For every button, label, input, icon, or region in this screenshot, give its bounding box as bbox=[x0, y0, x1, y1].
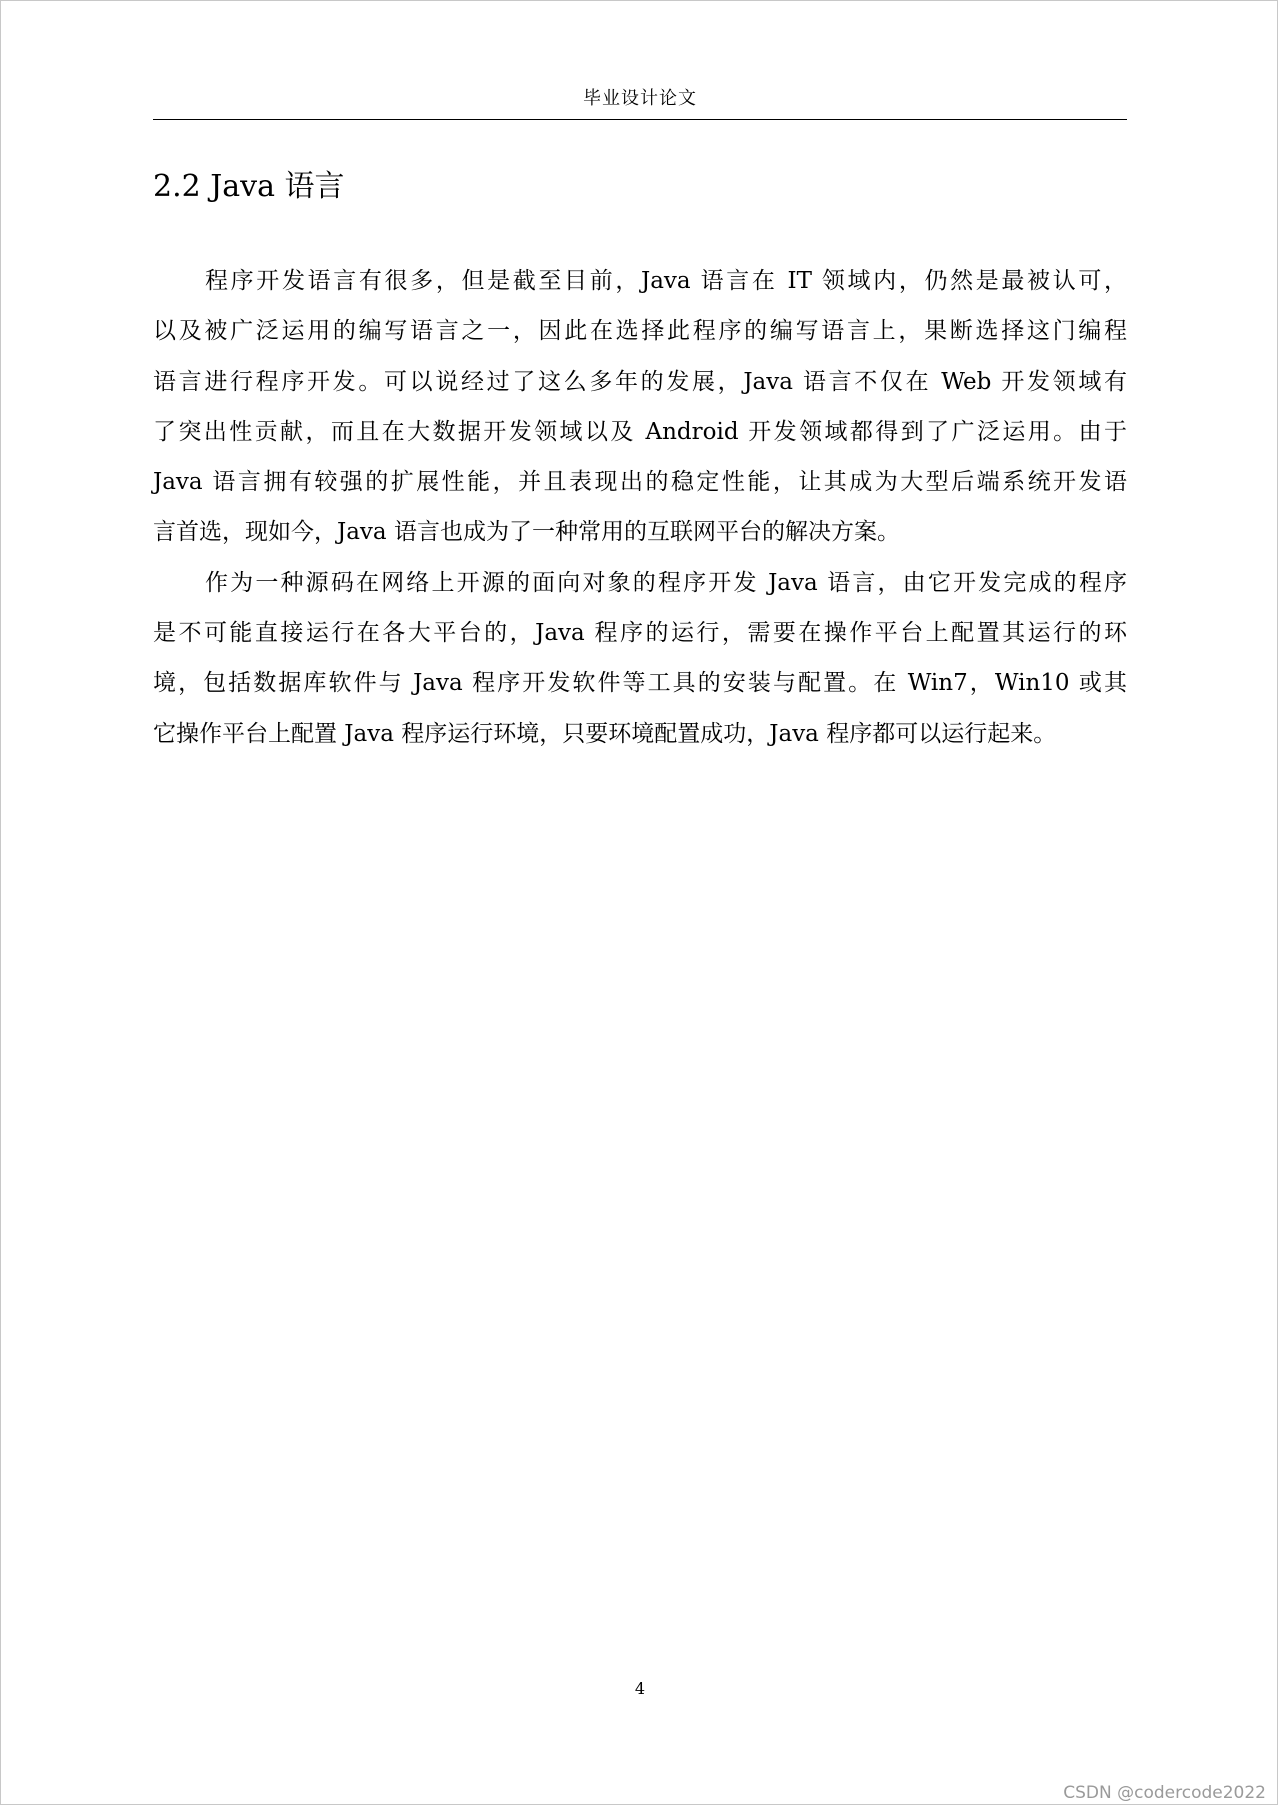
paragraph-line: 是不可能直接运行在各大平台的，Java 程序的运行，需要在操作平台上配置其运行的环 bbox=[153, 620, 1127, 647]
paragraph-line: 它操作平台上配置 Java 程序运行环境，只要环境配置成功，Java 程序都可以运行起来。 bbox=[153, 720, 1057, 747]
paragraph-line: 作为一种源码在网络上开源的面向对象的程序开发 Java 语言，由它开发完成的程序 bbox=[205, 569, 1127, 596]
paragraph-line: 语言进行程序开发。可以说经过了这么多年的发展，Java 语言不仅在 Web 开发领域有 bbox=[153, 368, 1127, 395]
watermark: CSDN @codercode2022 bbox=[1063, 1783, 1266, 1803]
running-header: 毕业设计论文 bbox=[583, 88, 697, 109]
page-number: 4 bbox=[634, 1679, 646, 1698]
paragraph-line: 了突出性贡献，而且在大数据开发领域以及 Android 开发领域都得到了广泛运用。由于 bbox=[153, 418, 1127, 445]
header-divider bbox=[153, 119, 1127, 120]
paragraph-line: 境，包括数据库软件与 Java 程序开发软件等工具的安装与配置。在 Win7，Win10 或其 bbox=[153, 670, 1127, 697]
paragraph-line: 程序开发语言有很多，但是截至目前，Java 语言在 IT 领域内，仍然是最被认可， bbox=[205, 268, 1127, 294]
paragraph-line: 以及被广泛运用的编写语言之一，因此在选择此程序的编写语言上，果断选择这门编程 bbox=[153, 318, 1127, 345]
paragraph-2 bbox=[153, 558, 1127, 759]
section-heading: 2.2 Java 语言 bbox=[153, 169, 345, 204]
paragraph-line: Java 语言拥有较强的扩展性能，并且表现出的稳定性能，让其成为大型后端系统开发语 bbox=[153, 469, 1127, 496]
section-body bbox=[153, 256, 1127, 759]
paragraph-1 bbox=[153, 256, 1127, 558]
paragraph-line: 言首选，现如今，Java 语言也成为了一种常用的互联网平台的解决方案。 bbox=[153, 519, 900, 546]
